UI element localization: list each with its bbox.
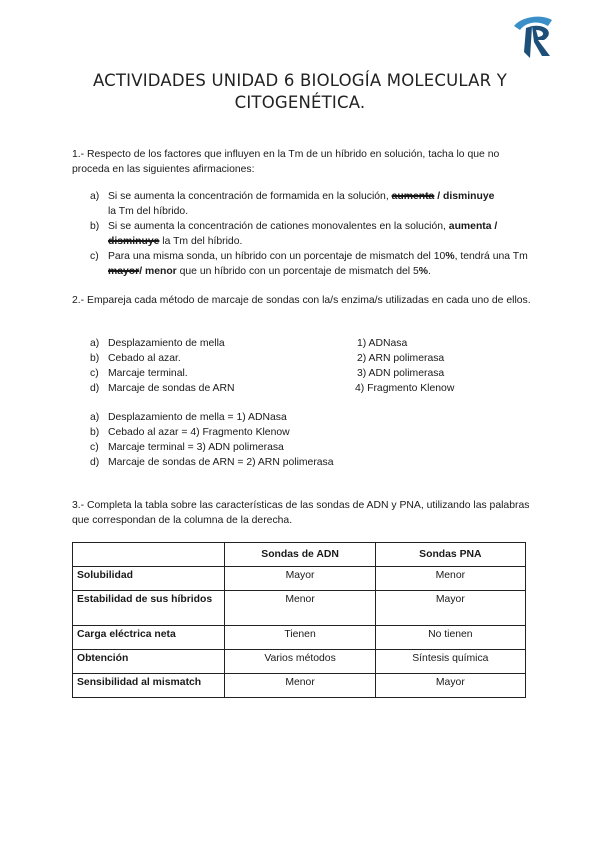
q3-prompt: 3.- Completa la tabla sobre las características de las sondas de ADN y PNA, utilizando las palabras que correspondan de la columna de la derecha. <box>72 500 530 526</box>
struck-option: disminuye <box>108 235 160 247</box>
table-row: Obtención Varios métodos Síntesis química <box>73 650 526 674</box>
table-header-row <box>73 543 526 567</box>
kept-option: aumenta <box>448 221 492 232</box>
school-logo-icon <box>508 12 560 62</box>
probes-table <box>72 542 526 698</box>
table-row: Solubilidad Mayor Menor <box>73 567 526 591</box>
column-header: Sondas de ADN <box>225 543 375 567</box>
struck-option: mayor <box>108 265 140 277</box>
table-row: Carga eléctrica neta Tienen No tienen <box>73 626 526 650</box>
q2-prompt: 2.- Empareja cada método de marcaje de sondas con la/s enzima/s utilizadas en cada uno de ellos. <box>72 295 531 306</box>
column-header: Sondas PNA <box>375 543 525 567</box>
table-row: Sensibilidad al mismatch Menor Mayor <box>73 674 526 698</box>
page-title: ACTIVIDADES UNIDAD 6 BIOLOGÍA MOLECULAR Y CITOGENÉTICA. <box>92 71 508 112</box>
list-item: 3) ADN polimerasa <box>357 368 445 379</box>
kept-option: disminuye <box>443 191 495 202</box>
struck-option: aumenta <box>391 191 435 202</box>
list-item: 4) Fragmento Klenow <box>355 383 455 394</box>
list-item: 2) ARN polimerasa <box>357 353 445 364</box>
kept-option: menor <box>144 265 177 277</box>
q1-prompt: 1.- Respecto de los factores que influyen en la Tm de un híbrido en solución, tacha lo que no proceda en las siguientes afirmaciones: <box>72 149 500 175</box>
table-row: Estabilidad de sus híbridos Menor Mayor <box>73 591 526 626</box>
list-item: 1) ADNasa <box>357 338 408 349</box>
